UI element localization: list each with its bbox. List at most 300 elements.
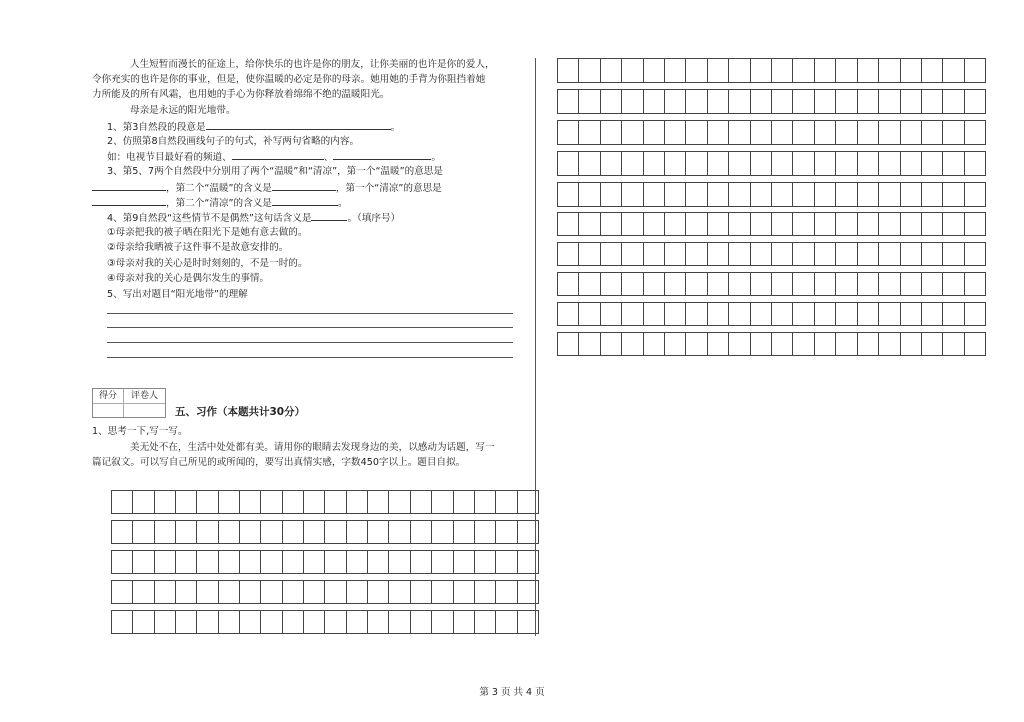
grid-cell[interactable]: [815, 273, 836, 295]
grid-cell[interactable]: [815, 59, 836, 82]
grid-cell[interactable]: [858, 152, 879, 175]
grid-cell[interactable]: [155, 491, 176, 513]
grid-cell[interactable]: [389, 491, 410, 513]
grid-cell[interactable]: [644, 303, 665, 325]
grid-cell[interactable]: [579, 213, 600, 235]
grid-cell[interactable]: [622, 213, 643, 235]
grid-cell[interactable]: [772, 303, 793, 325]
grid-cell[interactable]: [793, 243, 814, 265]
grid-cell[interactable]: [793, 90, 814, 113]
grid-cell[interactable]: [622, 333, 643, 355]
grid-cell[interactable]: [836, 121, 857, 144]
grid-cell[interactable]: [836, 243, 857, 265]
grid-cell[interactable]: [879, 213, 900, 235]
grid-cell[interactable]: [879, 273, 900, 295]
grid-cell[interactable]: [751, 183, 772, 206]
answer-blank[interactable]: [272, 195, 338, 206]
grid-cell[interactable]: [579, 59, 600, 82]
grid-cell[interactable]: [601, 121, 622, 144]
grid-cell[interactable]: [601, 303, 622, 325]
grid-cell[interactable]: [432, 551, 453, 573]
grid-cell[interactable]: [793, 59, 814, 82]
grid-cell[interactable]: [454, 611, 475, 633]
grid-cell[interactable]: [858, 213, 879, 235]
grid-cell[interactable]: [708, 213, 729, 235]
grid-cell[interactable]: [772, 183, 793, 206]
grid-cell[interactable]: [176, 551, 197, 573]
grid-cell[interactable]: [368, 551, 389, 573]
grid-cell[interactable]: [922, 273, 943, 295]
grid-cell[interactable]: [197, 581, 218, 603]
grid-cell[interactable]: [197, 611, 218, 633]
grid-cell[interactable]: [644, 90, 665, 113]
grid-cell[interactable]: [858, 59, 879, 82]
grid-cell[interactable]: [965, 183, 985, 206]
grid-cell[interactable]: [815, 90, 836, 113]
grid-cell[interactable]: [772, 59, 793, 82]
grid-cell[interactable]: [772, 90, 793, 113]
grid-cell[interactable]: [622, 303, 643, 325]
grid-cell[interactable]: [622, 152, 643, 175]
grid-cell[interactable]: [686, 333, 707, 355]
answer-blank[interactable]: [92, 195, 166, 206]
answer-line[interactable]: [107, 327, 513, 328]
grid-cell[interactable]: [729, 303, 750, 325]
answer-blank[interactable]: [92, 180, 166, 191]
grid-cell[interactable]: [965, 333, 985, 355]
grid-cell[interactable]: [879, 121, 900, 144]
grid-cell[interactable]: [686, 59, 707, 82]
grid-cell[interactable]: [197, 491, 218, 513]
grid-cell[interactable]: [454, 581, 475, 603]
grid-cell[interactable]: [496, 581, 517, 603]
grid-cell[interactable]: [772, 152, 793, 175]
grid-cell[interactable]: [304, 611, 325, 633]
grid-cell[interactable]: [965, 243, 985, 265]
grid-cell[interactable]: [858, 243, 879, 265]
grid-cell[interactable]: [133, 521, 154, 543]
grid-cell[interactable]: [729, 213, 750, 235]
grid-cell[interactable]: [836, 90, 857, 113]
grid-cell[interactable]: [708, 333, 729, 355]
grid-cell[interactable]: [283, 491, 304, 513]
grid-cell[interactable]: [965, 303, 985, 325]
grid-cell[interactable]: [751, 121, 772, 144]
grid-cell[interactable]: [665, 213, 686, 235]
grid-cell[interactable]: [665, 152, 686, 175]
grid-cell[interactable]: [965, 213, 985, 235]
grid-cell[interactable]: [665, 59, 686, 82]
grid-cell[interactable]: [155, 611, 176, 633]
grid-cell[interactable]: [411, 611, 432, 633]
grid-cell[interactable]: [496, 491, 517, 513]
grid-cell[interactable]: [283, 611, 304, 633]
grid-cell[interactable]: [729, 90, 750, 113]
grid-cell[interactable]: [729, 152, 750, 175]
grid-cell[interactable]: [240, 581, 261, 603]
grid-cell[interactable]: [304, 491, 325, 513]
composition-grid-left[interactable]: [111, 490, 539, 636]
grid-cell[interactable]: [751, 243, 772, 265]
grid-cell[interactable]: [432, 521, 453, 543]
grid-cell[interactable]: [240, 521, 261, 543]
grid-cell[interactable]: [411, 521, 432, 543]
grid-cell[interactable]: [283, 581, 304, 603]
grid-cell[interactable]: [644, 121, 665, 144]
grid-cell[interactable]: [347, 491, 368, 513]
grid-cell[interactable]: [558, 273, 579, 295]
grid-cell[interactable]: [879, 333, 900, 355]
grid-cell[interactable]: [879, 59, 900, 82]
grid-cell[interactable]: [325, 611, 346, 633]
grid-cell[interactable]: [112, 521, 133, 543]
grid-cell[interactable]: [922, 243, 943, 265]
grid-cell[interactable]: [665, 303, 686, 325]
grid-cell[interactable]: [644, 213, 665, 235]
grid-cell[interactable]: [304, 581, 325, 603]
grid-cell[interactable]: [558, 90, 579, 113]
grid-cell[interactable]: [922, 213, 943, 235]
grid-cell[interactable]: [475, 551, 496, 573]
grid-cell[interactable]: [815, 333, 836, 355]
answer-blank[interactable]: [333, 149, 431, 160]
grid-cell[interactable]: [496, 521, 517, 543]
grid-cell[interactable]: [836, 333, 857, 355]
grid-cell[interactable]: [708, 183, 729, 206]
grid-cell[interactable]: [751, 213, 772, 235]
grid-cell[interactable]: [922, 183, 943, 206]
grid-cell[interactable]: [601, 152, 622, 175]
grid-cell[interactable]: [579, 243, 600, 265]
grid-cell[interactable]: [155, 551, 176, 573]
grid-cell[interactable]: [601, 213, 622, 235]
grid-cell[interactable]: [601, 183, 622, 206]
grid-cell[interactable]: [729, 243, 750, 265]
grid-cell[interactable]: [558, 303, 579, 325]
grid-cell[interactable]: [558, 183, 579, 206]
grid-cell[interactable]: [347, 581, 368, 603]
grid-cell[interactable]: [901, 213, 922, 235]
grid-cell[interactable]: [729, 121, 750, 144]
grid-cell[interactable]: [686, 243, 707, 265]
grid-cell[interactable]: [644, 273, 665, 295]
grid-cell[interactable]: [579, 121, 600, 144]
grid-cell[interactable]: [496, 611, 517, 633]
grid-cell[interactable]: [922, 90, 943, 113]
grid-cell[interactable]: [943, 152, 964, 175]
grid-cell[interactable]: [558, 121, 579, 144]
grid-cell[interactable]: [155, 521, 176, 543]
grid-cell[interactable]: [644, 333, 665, 355]
grid-cell[interactable]: [454, 521, 475, 543]
grid-cell[interactable]: [644, 152, 665, 175]
grid-cell[interactable]: [772, 121, 793, 144]
grid-cell[interactable]: [708, 121, 729, 144]
grid-cell[interactable]: [411, 491, 432, 513]
grid-cell[interactable]: [601, 59, 622, 82]
grid-cell[interactable]: [751, 59, 772, 82]
grid-cell[interactable]: [858, 303, 879, 325]
grid-cell[interactable]: [112, 581, 133, 603]
grid-cell[interactable]: [475, 521, 496, 543]
grid-cell[interactable]: [943, 213, 964, 235]
grid-cell[interactable]: [879, 243, 900, 265]
grid-cell[interactable]: [644, 243, 665, 265]
grid-cell[interactable]: [879, 183, 900, 206]
answer-blank[interactable]: [206, 119, 391, 130]
grid-cell[interactable]: [965, 121, 985, 144]
grid-cell[interactable]: [729, 59, 750, 82]
grid-cell[interactable]: [432, 611, 453, 633]
grid-cell[interactable]: [686, 183, 707, 206]
grid-cell[interactable]: [793, 273, 814, 295]
grid-cell[interactable]: [475, 611, 496, 633]
grid-cell[interactable]: [665, 273, 686, 295]
grid-cell[interactable]: [304, 551, 325, 573]
grid-cell[interactable]: [176, 611, 197, 633]
grid-cell[interactable]: [304, 521, 325, 543]
grid-cell[interactable]: [389, 611, 410, 633]
grid-cell[interactable]: [389, 581, 410, 603]
grid-cell[interactable]: [901, 333, 922, 355]
grid-cell[interactable]: [793, 303, 814, 325]
grid-cell[interactable]: [922, 59, 943, 82]
grid-cell[interactable]: [579, 273, 600, 295]
grid-cell[interactable]: [112, 491, 133, 513]
grid-cell[interactable]: [943, 333, 964, 355]
grid-cell[interactable]: [368, 611, 389, 633]
grid-cell[interactable]: [347, 521, 368, 543]
grid-cell[interactable]: [943, 273, 964, 295]
grid-cell[interactable]: [901, 273, 922, 295]
grid-cell[interactable]: [261, 611, 282, 633]
grid-cell[interactable]: [197, 551, 218, 573]
grid-cell[interactable]: [622, 90, 643, 113]
grid-cell[interactable]: [943, 121, 964, 144]
grid-cell[interactable]: [644, 59, 665, 82]
grid-cell[interactable]: [665, 121, 686, 144]
grid-cell[interactable]: [665, 333, 686, 355]
grid-cell[interactable]: [793, 333, 814, 355]
grid-cell[interactable]: [579, 333, 600, 355]
grid-cell[interactable]: [622, 183, 643, 206]
grid-cell[interactable]: [729, 273, 750, 295]
grid-cell[interactable]: [686, 90, 707, 113]
grid-cell[interactable]: [729, 183, 750, 206]
grid-cell[interactable]: [558, 243, 579, 265]
grid-cell[interactable]: [751, 90, 772, 113]
grid-cell[interactable]: [325, 521, 346, 543]
grid-cell[interactable]: [858, 333, 879, 355]
grid-cell[interactable]: [622, 121, 643, 144]
grid-cell[interactable]: [922, 152, 943, 175]
grid-cell[interactable]: [283, 551, 304, 573]
grid-cell[interactable]: [389, 551, 410, 573]
composition-grid-right-top[interactable]: [557, 58, 986, 210]
grid-cell[interactable]: [411, 551, 432, 573]
grid-cell[interactable]: [772, 333, 793, 355]
grid-cell[interactable]: [622, 273, 643, 295]
grid-cell[interactable]: [708, 273, 729, 295]
grid-cell[interactable]: [219, 611, 240, 633]
grid-cell[interactable]: [665, 90, 686, 113]
grid-cell[interactable]: [943, 303, 964, 325]
grid-cell[interactable]: [240, 611, 261, 633]
grid-cell[interactable]: [793, 121, 814, 144]
grid-cell[interactable]: [858, 273, 879, 295]
grid-cell[interactable]: [686, 152, 707, 175]
grid-cell[interactable]: [965, 59, 985, 82]
grid-cell[interactable]: [133, 581, 154, 603]
grid-cell[interactable]: [432, 491, 453, 513]
grid-cell[interactable]: [943, 243, 964, 265]
grid-cell[interactable]: [708, 152, 729, 175]
grid-cell[interactable]: [965, 273, 985, 295]
grid-cell[interactable]: [965, 90, 985, 113]
grid-cell[interactable]: [858, 121, 879, 144]
grid-cell[interactable]: [219, 491, 240, 513]
grid-cell[interactable]: [261, 491, 282, 513]
grid-cell[interactable]: [283, 521, 304, 543]
grid-cell[interactable]: [579, 152, 600, 175]
grid-cell[interactable]: [558, 59, 579, 82]
grid-cell[interactable]: [772, 243, 793, 265]
grid-cell[interactable]: [901, 121, 922, 144]
grid-cell[interactable]: [558, 152, 579, 175]
grid-cell[interactable]: [901, 303, 922, 325]
grid-cell[interactable]: [793, 183, 814, 206]
grid-cell[interactable]: [815, 183, 836, 206]
grid-cell[interactable]: [708, 90, 729, 113]
grid-cell[interactable]: [751, 303, 772, 325]
grid-cell[interactable]: [836, 152, 857, 175]
grid-cell[interactable]: [836, 183, 857, 206]
grid-cell[interactable]: [922, 303, 943, 325]
grid-cell[interactable]: [579, 303, 600, 325]
grid-cell[interactable]: [261, 551, 282, 573]
grid-cell[interactable]: [475, 581, 496, 603]
grid-cell[interactable]: [601, 273, 622, 295]
grid-cell[interactable]: [197, 521, 218, 543]
grid-cell[interactable]: [751, 333, 772, 355]
grid-cell[interactable]: [686, 303, 707, 325]
grid-cell[interactable]: [454, 551, 475, 573]
grid-cell[interactable]: [815, 303, 836, 325]
grid-cell[interactable]: [112, 611, 133, 633]
grid-cell[interactable]: [901, 243, 922, 265]
grid-cell[interactable]: [411, 581, 432, 603]
grid-cell[interactable]: [772, 213, 793, 235]
grid-cell[interactable]: [622, 243, 643, 265]
grid-cell[interactable]: [943, 59, 964, 82]
grid-cell[interactable]: [347, 551, 368, 573]
grid-cell[interactable]: [901, 183, 922, 206]
grid-cell[interactable]: [325, 491, 346, 513]
grid-cell[interactable]: [815, 121, 836, 144]
grid-cell[interactable]: [922, 121, 943, 144]
grid-cell[interactable]: [879, 90, 900, 113]
grid-cell[interactable]: [368, 491, 389, 513]
grid-cell[interactable]: [729, 333, 750, 355]
grid-cell[interactable]: [751, 152, 772, 175]
answer-blank[interactable]: [272, 180, 336, 191]
composition-grid-right-bottom[interactable]: [557, 212, 986, 358]
grid-cell[interactable]: [858, 90, 879, 113]
grid-cell[interactable]: [901, 59, 922, 82]
grid-cell[interactable]: [879, 152, 900, 175]
grid-cell[interactable]: [686, 121, 707, 144]
grid-cell[interactable]: [751, 273, 772, 295]
grid-cell[interactable]: [815, 243, 836, 265]
grid-cell[interactable]: [836, 59, 857, 82]
grid-cell[interactable]: [622, 59, 643, 82]
grid-cell[interactable]: [496, 551, 517, 573]
grid-cell[interactable]: [793, 213, 814, 235]
grid-cell[interactable]: [368, 521, 389, 543]
grid-cell[interactable]: [347, 611, 368, 633]
grid-cell[interactable]: [644, 183, 665, 206]
grid-cell[interactable]: [686, 273, 707, 295]
grid-cell[interactable]: [601, 90, 622, 113]
grid-cell[interactable]: [176, 491, 197, 513]
grid-cell[interactable]: [708, 243, 729, 265]
grid-cell[interactable]: [432, 581, 453, 603]
grid-cell[interactable]: [836, 213, 857, 235]
grid-cell[interactable]: [325, 581, 346, 603]
grid-cell[interactable]: [176, 521, 197, 543]
grid-cell[interactable]: [112, 551, 133, 573]
grid-cell[interactable]: [325, 551, 346, 573]
grid-cell[interactable]: [965, 152, 985, 175]
grid-cell[interactable]: [579, 90, 600, 113]
grid-cell[interactable]: [815, 213, 836, 235]
grid-cell[interactable]: [389, 521, 410, 543]
grid-cell[interactable]: [133, 551, 154, 573]
grid-cell[interactable]: [558, 333, 579, 355]
grid-cell[interactable]: [836, 303, 857, 325]
grid-cell[interactable]: [219, 581, 240, 603]
grid-cell[interactable]: [558, 213, 579, 235]
answer-blank[interactable]: [232, 149, 324, 160]
grid-cell[interactable]: [772, 273, 793, 295]
grid-cell[interactable]: [901, 90, 922, 113]
grid-cell[interactable]: [708, 303, 729, 325]
grid-cell[interactable]: [261, 581, 282, 603]
grid-cell[interactable]: [858, 183, 879, 206]
grid-cell[interactable]: [665, 183, 686, 206]
answer-line[interactable]: [107, 313, 513, 314]
grid-cell[interactable]: [133, 491, 154, 513]
answer-line[interactable]: [107, 342, 513, 343]
grid-cell[interactable]: [240, 491, 261, 513]
grid-cell[interactable]: [133, 611, 154, 633]
grid-cell[interactable]: [579, 183, 600, 206]
grid-cell[interactable]: [665, 243, 686, 265]
grid-cell[interactable]: [815, 152, 836, 175]
grid-cell[interactable]: [155, 581, 176, 603]
grid-cell[interactable]: [601, 243, 622, 265]
grid-cell[interactable]: [793, 152, 814, 175]
answer-blank[interactable]: [311, 210, 347, 221]
grid-cell[interactable]: [943, 183, 964, 206]
grid-cell[interactable]: [601, 333, 622, 355]
grid-cell[interactable]: [708, 59, 729, 82]
grid-cell[interactable]: [219, 521, 240, 543]
grid-cell[interactable]: [240, 551, 261, 573]
grid-cell[interactable]: [943, 90, 964, 113]
grid-cell[interactable]: [922, 333, 943, 355]
grid-cell[interactable]: [686, 213, 707, 235]
